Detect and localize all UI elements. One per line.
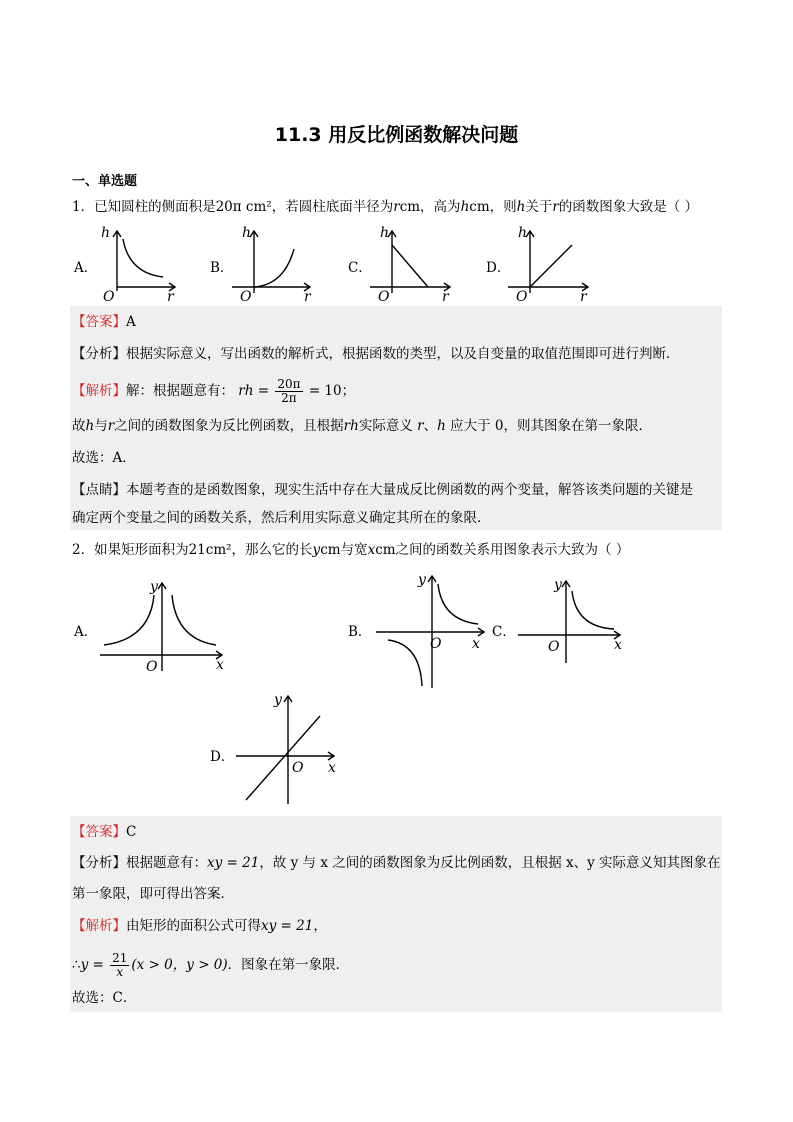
- q2-solution-line2: ∴y = $\frac{21}{x}$ (x > 0，y > 0)．图象在第一象限．: [72, 951, 350, 979]
- origin-label: O: [146, 659, 158, 675]
- q2-solution: 【解析】由矩形的面积公式可得xy = 21，: [72, 918, 327, 934]
- q1-fraction: $\frac{20\pi}{2\pi}$: [277, 377, 301, 405]
- q1-option-b-label: B．: [210, 260, 234, 276]
- q2-fraction: $\frac{21}{x}$: [112, 951, 128, 979]
- q2-answer-panel: [70, 816, 722, 1012]
- y-axis-label: h: [518, 225, 528, 241]
- origin-label: O: [292, 760, 304, 776]
- q2-stem: 2．如果矩形面积为21cm²，那么它的长ycm与宽xcm之间的函数关系用图象表示大致为（ ）: [72, 542, 630, 558]
- line-graph: [246, 716, 320, 800]
- origin-label: O: [378, 289, 390, 305]
- q2-choice: 故选：C．: [72, 990, 137, 1006]
- q1-graph-d: [508, 225, 593, 305]
- q2-graph-a: [100, 575, 230, 675]
- x-axis-label: r: [304, 289, 311, 305]
- q2-analysis-line2: 第一象限，即可得出答案．: [72, 886, 234, 902]
- curve-q1: [438, 584, 478, 624]
- q1-comment: 【点睛】本题考查的是函数图象，现实生活中存在大量成反比例函数的两个变量，解答该类问题的关键是: [72, 482, 693, 498]
- q1-solution-line2: 故h与r之间的函数图象为反比例函数，且根据rh实际意义 r、h 应大于 0，则其图象在第一象限．: [72, 418, 652, 434]
- q1-graph-c: [370, 225, 455, 305]
- y-axis-label: h: [101, 225, 111, 241]
- q1-stem: 1．已知圆柱的侧面积是20π cm²，若圆柱底面半径为rcm，高为hcm，则h关于r的函数图象大致是（ ）: [72, 199, 699, 215]
- q1-solution: 【解析】解：根据题意有： rh = $\frac{20\pi}{2\pi}$ = 10；: [72, 377, 356, 405]
- q1-graph-a: [95, 225, 180, 305]
- line-graph: [392, 245, 428, 287]
- q2-option-a-label: A．: [74, 624, 98, 640]
- q1-answer: 【答案】A: [72, 314, 136, 330]
- q1-option-a-label: A．: [74, 260, 98, 276]
- curve-q1: [572, 591, 614, 629]
- curve-left: [104, 595, 154, 645]
- q2-graph-c: [516, 575, 628, 665]
- q2-option-b-label: B．: [348, 624, 372, 640]
- q2-answer: 【答案】C: [72, 824, 137, 840]
- q1-comment-line2: 确定两个变量之间的函数关系，然后利用实际意义确定其所在的象限．: [72, 510, 491, 526]
- origin-label: O: [430, 636, 442, 652]
- x-axis-label: x: [614, 637, 622, 653]
- q1-analysis: 【分析】根据实际意义，写出函数的解析式，根据函数的类型，以及自变量的取值范围即可进行判断．: [72, 346, 680, 362]
- origin-label: O: [516, 289, 528, 305]
- q1-option-c-label: C．: [348, 260, 372, 276]
- x-axis-label: r: [442, 289, 449, 305]
- y-axis-label: y: [274, 692, 282, 708]
- page-title: 11.3 用反比例函数解决问题: [274, 124, 519, 146]
- y-axis-label: h: [380, 225, 390, 241]
- q2-graph-d: [234, 690, 344, 808]
- curve: [254, 249, 294, 287]
- line-graph: [530, 245, 572, 287]
- q2-graph-b: [374, 570, 494, 692]
- q1-choice: 故选：A．: [72, 450, 136, 466]
- origin-label: O: [240, 289, 252, 305]
- y-axis-label: y: [554, 577, 562, 593]
- x-axis-label: x: [216, 657, 224, 673]
- section-heading: 一、单选题: [72, 174, 138, 189]
- curve-right: [172, 595, 216, 645]
- q1-option-d-label: D．: [486, 260, 511, 276]
- curve-q3: [388, 640, 422, 686]
- y-axis-label: h: [242, 225, 252, 241]
- origin-label: O: [548, 639, 560, 655]
- curve: [123, 239, 163, 277]
- origin-label: O: [103, 289, 115, 305]
- x-axis-label: x: [472, 636, 480, 652]
- x-axis-label: r: [167, 289, 174, 305]
- y-axis-label: y: [150, 579, 158, 595]
- q2-option-d-label: D．: [210, 749, 235, 765]
- y-axis-label: y: [418, 572, 426, 588]
- x-axis-label: r: [580, 289, 587, 305]
- q2-option-c-label: C．: [492, 624, 516, 640]
- q1-graph-b: [232, 225, 317, 305]
- x-axis-label: x: [328, 760, 336, 776]
- q2-analysis: 【分析】根据题意有：xy = 21，故 y 与 x 之间的函数图象为反比例函数，且根据 x、y 实际意义知其图象在: [72, 855, 721, 871]
